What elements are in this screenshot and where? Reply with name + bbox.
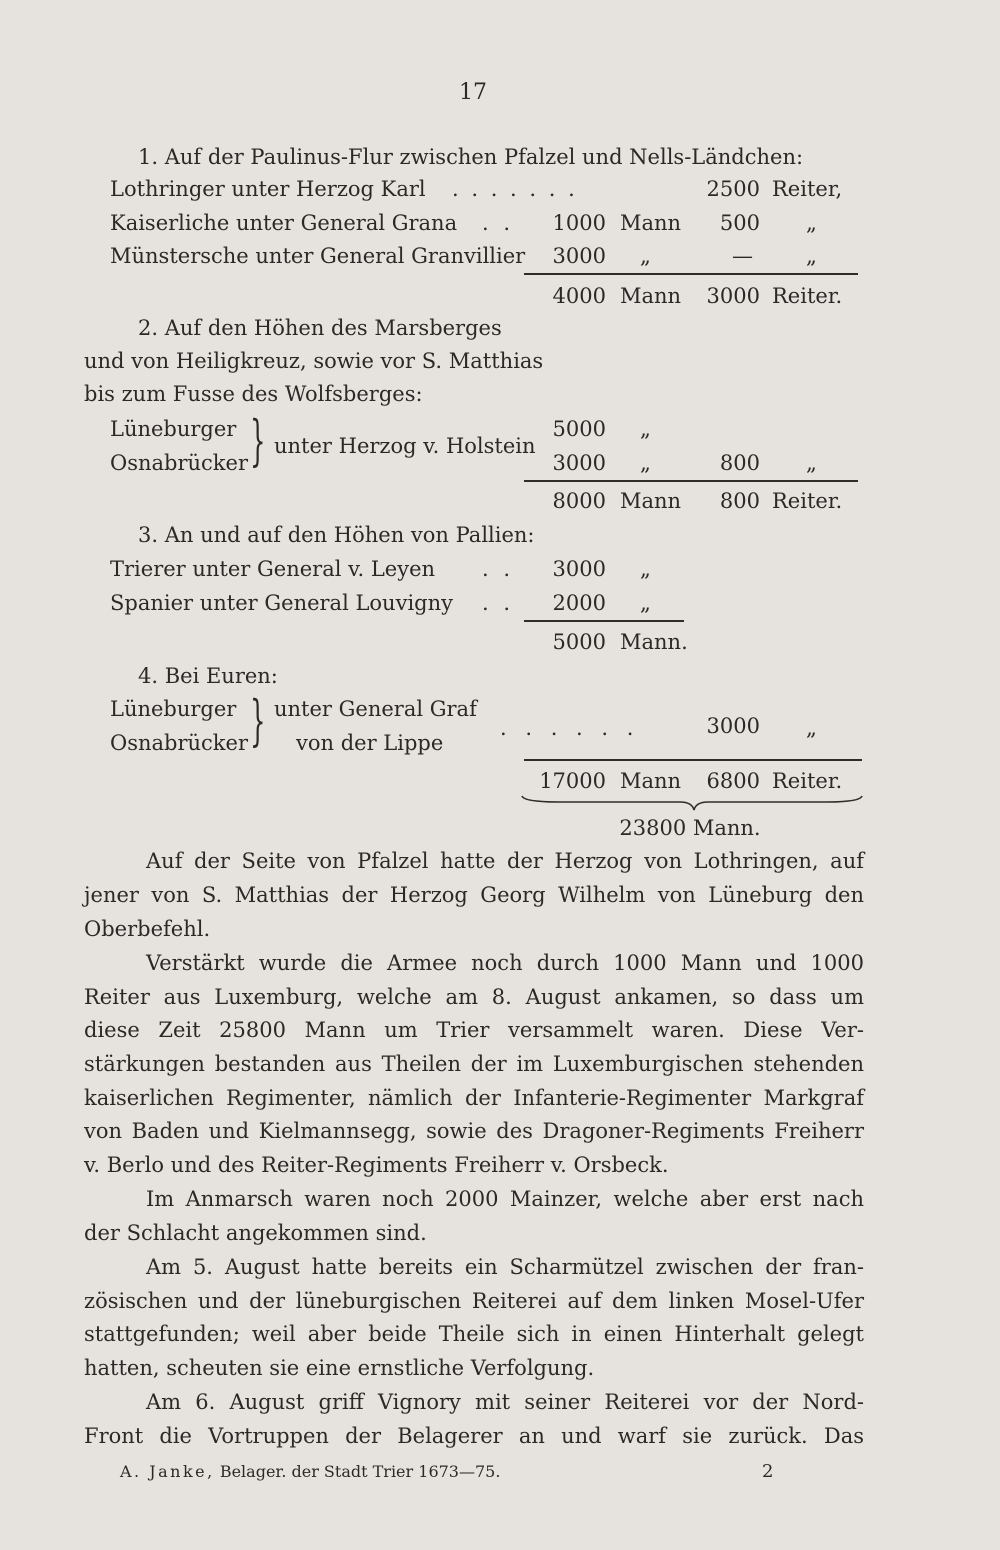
section-2-total-mann: 8000	[552, 489, 606, 513]
section-2-heading-line-3: bis zum Fusse des Wolfsberges:	[84, 382, 423, 406]
paragraph-1-last-line: Oberbefehl.	[84, 917, 211, 941]
section-1-row-2-reiter: 500	[719, 211, 760, 235]
paragraph-2-line-4: stärkungen bestanden aus Theilen der im Luxemburgischen stehenden	[84, 1052, 864, 1076]
grand-total-reiter: 6800	[706, 769, 760, 793]
section-2-brace-text: unter Herzog v. Holstein	[274, 434, 536, 458]
paragraph-2-line-1: Verstärkt wurde die Armee noch durch 1000 Mann und 1000	[146, 951, 864, 975]
paragraph-5-line-2: Front die Vortruppen der Belagerer an und warf sie zurück. Das	[84, 1424, 864, 1448]
section-1-row-3-reiter-unit: „	[806, 244, 817, 268]
footer-title: Belager. der Stadt Trier 1673—75.	[219, 1462, 501, 1481]
section-3-row-2-mann: 2000	[552, 591, 606, 615]
footer-author: A. Janke,	[120, 1462, 215, 1481]
paragraph-3-last-line: der Schlacht angekommen sind.	[84, 1221, 427, 1245]
section-3-row-2-dots: . .	[482, 591, 515, 615]
section-2-brace-icon: }	[250, 409, 266, 472]
grand-total-reiter-unit: Reiter.	[772, 769, 843, 793]
section-4-brace-icon: }	[250, 689, 266, 752]
section-2-sum-rule	[524, 480, 858, 482]
section-1-total-mann-unit: Mann	[620, 284, 682, 308]
section-1-row-2-reiter-unit: „	[806, 211, 817, 235]
section-2-row-1-mann: 5000	[552, 417, 606, 441]
paragraph-3-line-1: Im Anmarsch waren noch 2000 Mainzer, welche aber erst nach	[146, 1187, 864, 1211]
section-1-total-mann: 4000	[552, 284, 606, 308]
section-3-row-1-label: Trierer unter General v. Leyen	[110, 557, 436, 581]
section-4-brace-text-2: von der Lippe	[296, 731, 444, 755]
paragraph-4-line-3: stattgefunden; weil aber beide Theile sich in einen Hinterhalt gelegt	[84, 1322, 864, 1346]
grand-total-brace-icon	[520, 794, 865, 812]
paragraph-2-line-6: von Baden und Kielmannsegg, sowie des Dragoner-Regiments Freiherr	[84, 1119, 864, 1143]
section-2-row-1-mann-unit: „	[640, 417, 651, 441]
paragraph-2-last-line: v. Berlo und des Reiter-Regiments Freiherr v. Orsbeck.	[84, 1153, 669, 1177]
section-1-heading: 1. Auf der Paulinus-Flur zwischen Pfalzel und Nells-Ländchen:	[138, 145, 804, 169]
section-4-reiter: 3000	[706, 714, 760, 738]
paragraph-4-line-2: zösischen und der lüneburgischen Reiterei auf dem linken Mosel-Ufer	[84, 1289, 864, 1313]
paragraph-1-line-2: jener von S. Matthias der Herzog Georg Wilhelm von Lüneburg den	[84, 883, 864, 907]
section-4-reiter-unit: „	[806, 716, 817, 740]
section-2-row-2-mann: 3000	[552, 451, 606, 475]
section-4-brace-text-1: unter General Graf	[274, 697, 477, 721]
section-3-row-1-mann-unit: „	[640, 557, 651, 581]
section-2-brace-label-1: Lüneburger	[110, 417, 237, 441]
footer-signature: 2	[762, 1461, 774, 1482]
footer-citation	[120, 1462, 500, 1482]
section-2-brace-label-2: Osnabrücker	[110, 451, 248, 475]
section-1-row-2-dots: . .	[482, 211, 515, 235]
section-1-row-3-reiter: —	[732, 244, 753, 268]
paragraph-5-line-1: Am 6. August griff Vignory mit seiner Reiterei vor der Nord-	[146, 1390, 864, 1414]
section-4-brace-label-2: Osnabrücker	[110, 731, 248, 755]
section-1-row-2-mann-unit: Mann	[620, 211, 682, 235]
page-number: 17	[459, 80, 487, 105]
section-1-row-1-label: Lothringer unter Herzog Karl	[110, 177, 426, 201]
section-1-total-reiter: 3000	[706, 284, 760, 308]
grand-total-mann: 17000	[539, 769, 606, 793]
grand-total-mann-unit: Mann	[620, 769, 682, 793]
section-1-row-1-reiter-unit: Reiter,	[772, 177, 843, 201]
section-1-row-2-mann: 1000	[552, 211, 606, 235]
section-2-heading-line-1: 2. Auf den Höhen des Marsberges	[138, 316, 502, 340]
section-1-row-3-label: Münstersche unter General Granvillier	[110, 244, 526, 268]
section-1-row-3-mann-unit: „	[640, 244, 651, 268]
paragraph-1-line-1: Auf der Seite von Pfalzel hatte der Herzog von Lothringen, auf	[146, 849, 864, 873]
section-1-sum-rule	[524, 273, 858, 275]
paragraph-2-line-3: diese Zeit 25800 Mann um Trier versammelt waren. Diese Ver-	[84, 1018, 864, 1042]
section-3-total-mann-unit: Mann.	[620, 630, 688, 654]
section-2-row-2-reiter-unit: „	[806, 451, 817, 475]
section-2-heading-line-2: und von Heiligkreuz, sowie vor S. Matthias	[84, 349, 544, 373]
grand-total-rule	[524, 759, 862, 761]
section-1-row-2-label: Kaiserliche unter General Grana	[110, 211, 458, 235]
section-4-brace-label-1: Lüneburger	[110, 697, 237, 721]
combined-total: 23800 Mann.	[619, 816, 761, 840]
paragraph-2-line-2: Reiter aus Luxemburg, welche am 8. August ankamen, so dass um	[84, 985, 864, 1009]
section-2-total-reiter-unit: Reiter.	[772, 489, 843, 513]
paragraph-4-last-line: hatten, scheuten sie eine ernstliche Verfolgung.	[84, 1356, 595, 1380]
section-2-row-2-mann-unit: „	[640, 451, 651, 475]
section-3-total-mann: 5000	[552, 630, 606, 654]
section-3-row-1-mann: 3000	[552, 557, 606, 581]
section-3-sum-rule	[524, 620, 684, 622]
section-3-heading: 3. An und auf den Höhen von Pallien:	[138, 523, 535, 547]
section-1-row-3-mann: 3000	[552, 244, 606, 268]
section-1-total-reiter-unit: Reiter.	[772, 284, 843, 308]
paragraph-2-line-5: kaiserlichen Regimenter, nämlich der Infanterie-Regimenter Markgraf	[84, 1086, 864, 1110]
section-2-row-2-reiter: 800	[719, 451, 760, 475]
section-4-heading: 4. Bei Euren:	[138, 664, 278, 688]
section-2-total-reiter: 800	[719, 489, 760, 513]
section-1-row-1-dots: . . . . . . .	[452, 177, 578, 201]
section-3-row-1-dots: . .	[482, 557, 515, 581]
section-2-total-mann-unit: Mann	[620, 489, 682, 513]
section-1-row-1-reiter: 2500	[706, 177, 760, 201]
section-4-dots: . . . . . .	[500, 716, 640, 740]
section-3-row-2-mann-unit: „	[640, 591, 651, 615]
paragraph-4-line-1: Am 5. August hatte bereits ein Scharmützel zwischen der fran-	[146, 1255, 864, 1279]
section-3-row-2-label: Spanier unter General Louvigny	[110, 591, 453, 615]
